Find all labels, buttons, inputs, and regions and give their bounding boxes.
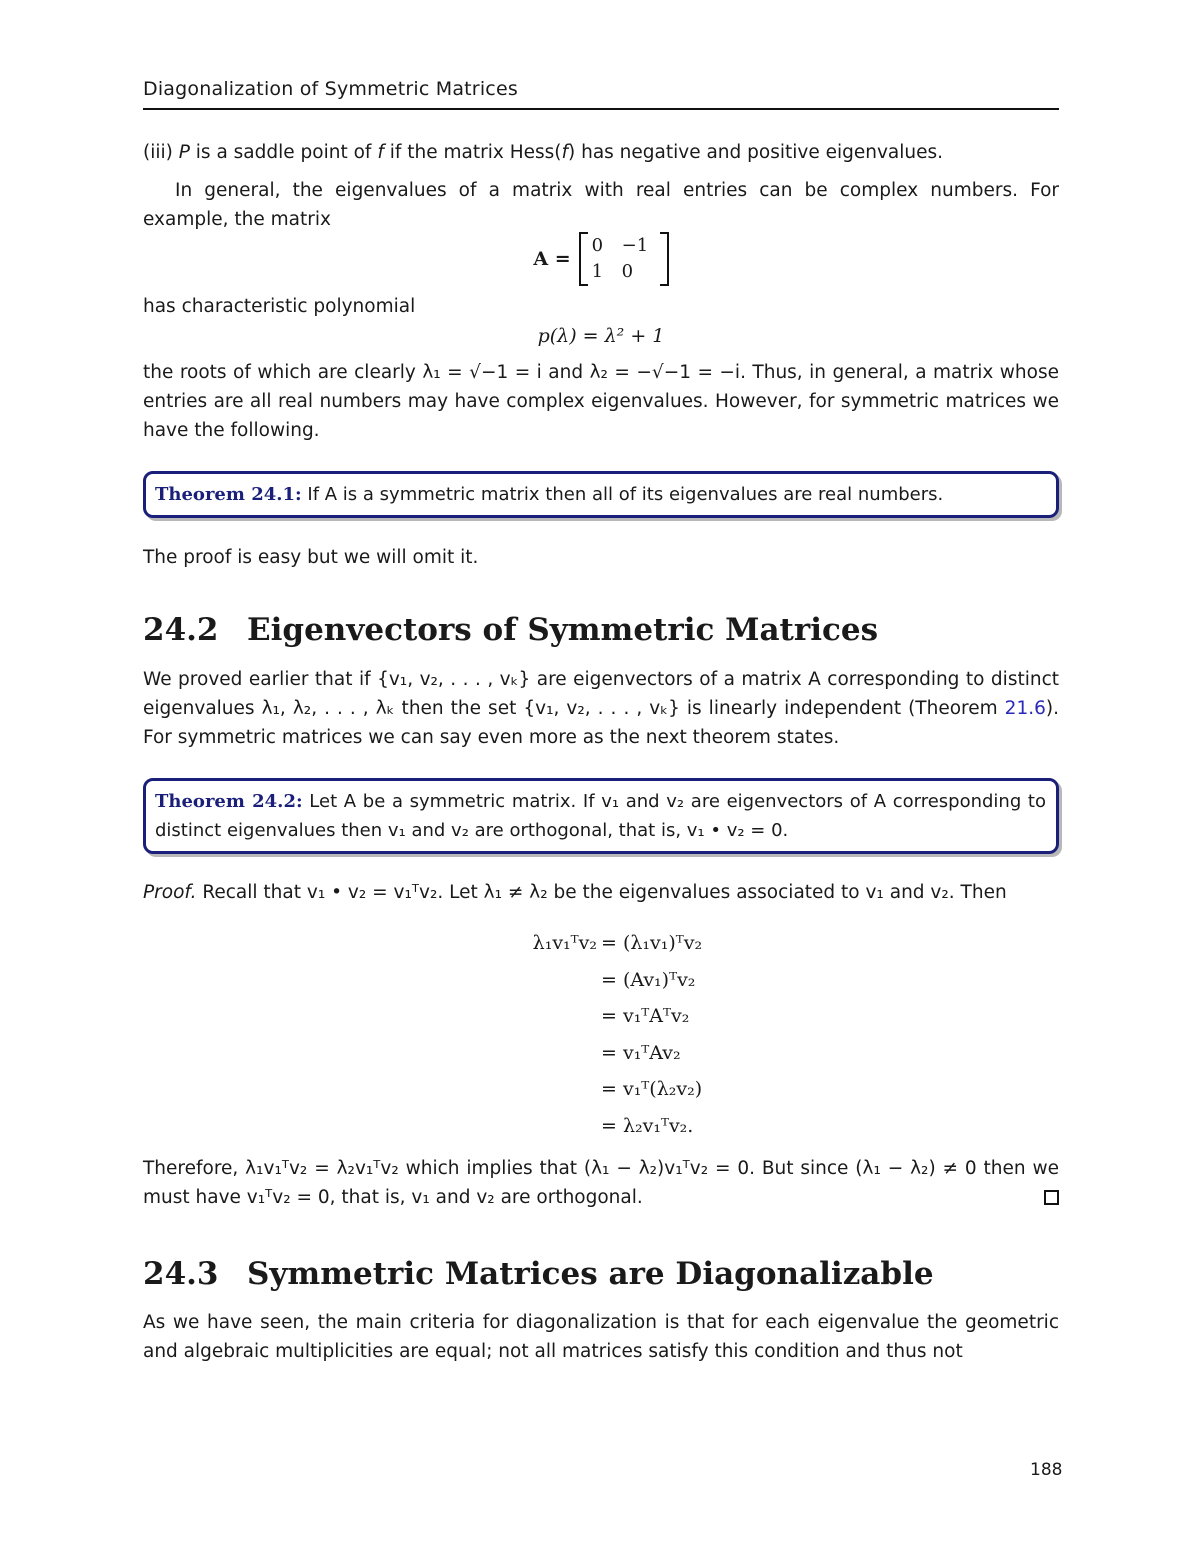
running-header: Diagonalization of Symmetric Matrices xyxy=(143,78,1059,110)
section-number: 24.2 xyxy=(143,612,219,648)
matrix-entries xyxy=(588,233,660,285)
right-bracket xyxy=(660,232,669,286)
equation-row: = λ₂v₁ᵀv₂. xyxy=(601,1114,694,1137)
polynomial-display: p(λ) = λ² + 1 xyxy=(537,325,665,347)
paragraph-roots: the roots of which are clearly λ₁ = √−1 = i and λ₂ = −√−1 = −i. Thus, in general, a matrix whose entries are all real numbers may have complex eigenvalues. However, for symmetric matrices we have the following. xyxy=(143,362,1059,441)
page xyxy=(143,78,1059,1366)
equation-row: = v₁ᵀAv₂ xyxy=(601,1041,681,1064)
paragraph-conclusion: Therefore, λ₁v₁ᵀv₂ = λ₂v₁ᵀv₂ which implies that (λ₁ − λ₂)v₁ᵀv₂ = 0. But since (λ₁ − λ₂) ≠ 0 then we must have v₁ᵀv₂ = 0, that is, v₁ and v₂ are orthogonal. xyxy=(143,1158,1059,1208)
matrix-A xyxy=(579,232,669,286)
proof-paragraph: Proof. Recall that v₁ • v₂ = v₁ᵀv₂. Let λ₁ ≠ λ₂ be the eigenvalues associated to v₁ and v₂. Then xyxy=(143,882,1007,903)
equation-row: = v₁ᵀ(λ₂v₂) xyxy=(601,1078,703,1100)
paragraph-diagonalization: As we have seen, the main criteria for diagonalization is that for each eigenvalue the geometric and algebraic multiplicities are equal; not all matrices satisfy this condition and thus not xyxy=(143,1312,1059,1362)
paragraph-proof-omitted: The proof is easy but we will omit it. xyxy=(143,547,479,568)
theorem-text: Let A be a symmetric matrix. If v₁ and v₂ are eigenvectors of A corresponding to distinct eigenvalues then v₁ and v₂ are orthogonal, that is, v₁ • v₂ = 0. xyxy=(155,791,1046,841)
section-heading-24-3 xyxy=(143,1256,1059,1292)
theorem-label: Theorem 24.1: xyxy=(155,484,302,505)
section-title: Symmetric Matrices are Diagonalizable xyxy=(247,1256,934,1292)
section-number: 24.3 xyxy=(143,1256,219,1292)
matrix-entry: 0 xyxy=(591,235,604,256)
matrix-A-display xyxy=(143,228,1059,290)
theorem-24-1-box xyxy=(143,471,1059,518)
page-number: 188 xyxy=(1030,1460,1063,1480)
aligned-equations xyxy=(143,925,1059,1144)
theorem-24-2-box xyxy=(143,778,1059,854)
equation-row: = (λ₁v₁)ᵀv₂ xyxy=(601,932,703,954)
proof-label: Proof. xyxy=(143,882,197,903)
equation-row: = (Av₁)ᵀv₂ xyxy=(601,968,696,991)
matrix-entry: 0 xyxy=(621,261,634,282)
paragraph-eigenvectors: We proved earlier that if {v₁, v₂, . . . , vₖ} are eigenvectors of a matrix A corresponding to distinct eigenvalues λ₁, λ₂, . . . , λₖ then the set {v₁, v₂, . . . , vₖ} is linearly independent (Theorem 21.6). For symmetric matrices we can say even more as the next theorem states. xyxy=(143,669,1059,748)
matrix-entry: 1 xyxy=(591,261,604,282)
theorem-label: Theorem 24.2: xyxy=(155,791,303,812)
item-iii: (iii) P is a saddle point of f if the matrix Hess(f) has negative and positive eigenvalues. xyxy=(143,142,944,163)
paragraph-complex-eigenvalues: In general, the eigenvalues of a matrix with real entries can be complex numbers. For example, the matrix xyxy=(143,180,1059,230)
paragraph-char-poly: has characteristic polynomial xyxy=(143,296,416,317)
matrix-lhs: A = xyxy=(533,247,571,270)
section-heading-24-2 xyxy=(143,612,1059,648)
section-title: Eigenvectors of Symmetric Matrices xyxy=(247,612,879,648)
equation-row: = v₁ᵀAᵀv₂ xyxy=(601,1005,690,1027)
qed-square-icon xyxy=(1044,1190,1059,1205)
equation-lhs: λ₁v₁ᵀv₂ xyxy=(532,932,597,954)
theorem-text: If A is a symmetric matrix then all of its eigenvalues are real numbers. xyxy=(307,484,944,505)
left-bracket xyxy=(579,232,588,286)
matrix-entry: −1 xyxy=(621,235,649,256)
theorem-ref-link[interactable]: 21.6 xyxy=(1004,698,1046,719)
